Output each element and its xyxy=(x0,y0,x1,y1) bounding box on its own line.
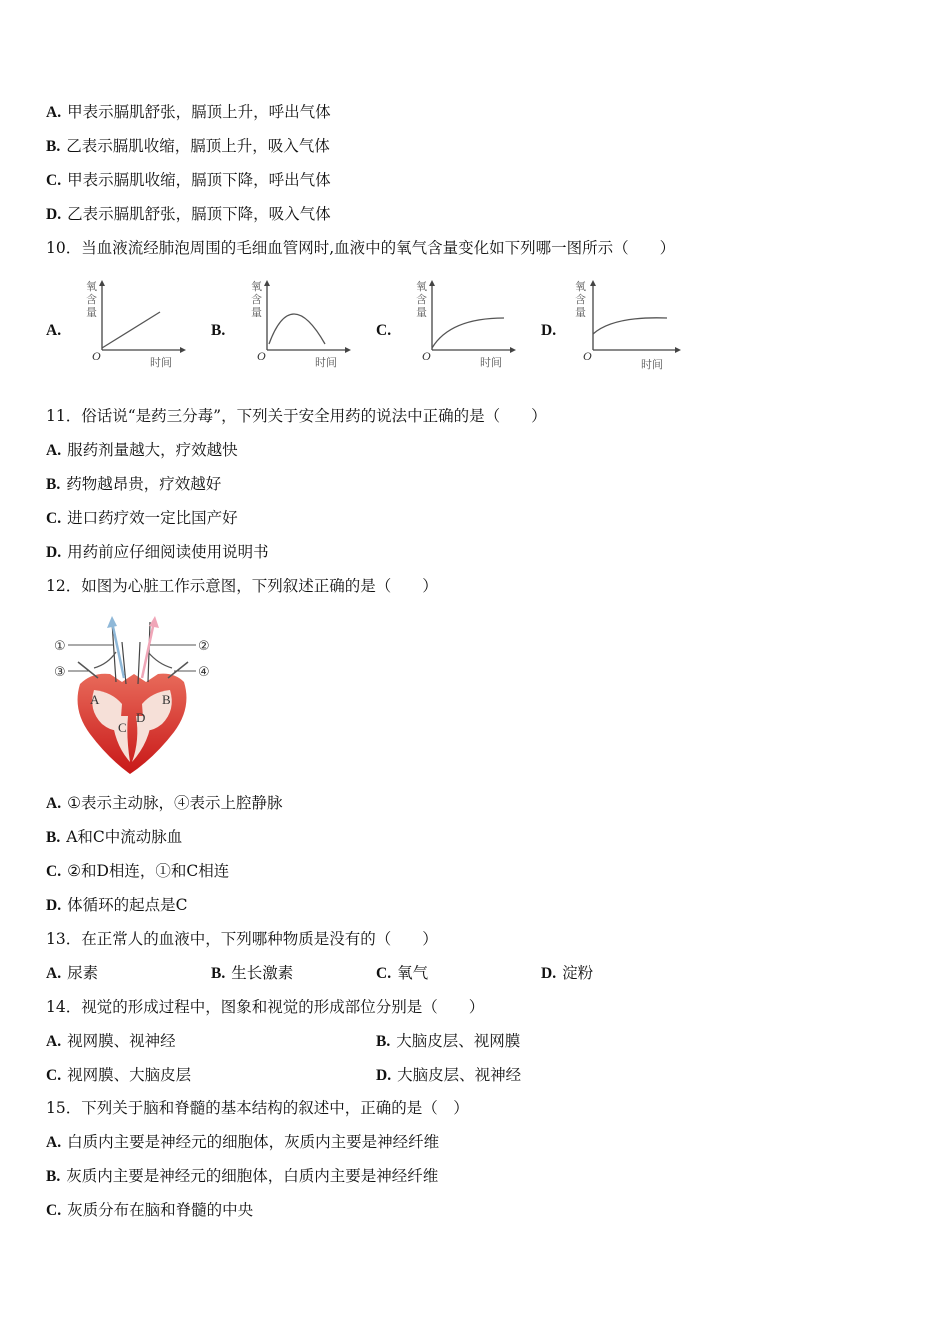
q13-option-d: D. 淀粉 xyxy=(541,964,594,982)
q13-option-b: B. 生长激素 xyxy=(211,964,294,982)
graph-c-ylabel-3: 量 xyxy=(416,306,427,319)
graph-d-xlabel: 时间 xyxy=(641,358,663,371)
q13-stem: 13．在正常人的血液中，下列哪种物质是没有的（ ） xyxy=(46,930,438,948)
graph-b-origin: O xyxy=(257,349,266,363)
label-1: ① xyxy=(54,639,66,654)
graph-b-y-arrow xyxy=(264,280,270,286)
q12-stem: 12．如图为心脏工作示意图，下列叙述正确的是（ ） xyxy=(46,577,438,595)
heart-diagram xyxy=(50,612,220,780)
graph-c-ylabel-1: 氧 xyxy=(416,280,427,293)
graph-c-xlabel: 时间 xyxy=(480,356,502,369)
q10-graph-b-label: B. xyxy=(211,322,226,339)
graph-c-y-arrow xyxy=(429,280,435,286)
q14-option-b: B. 大脑皮层、视网膜 xyxy=(376,1032,521,1050)
graph-d-ylabel-1: 氧 xyxy=(575,280,586,293)
q12-option-d: D. 体循环的起点是C xyxy=(46,896,188,914)
q10-stem: 10．当血液流经肺泡周围的毛细血管网时,血液中的氧气含量变化如下列哪一图所示（ ） xyxy=(46,239,676,257)
graph-b-ylabel-1: 氧 xyxy=(251,280,262,293)
q9-option-c: C. 甲表示膈肌收缩，膈顶下降，呼出气体 xyxy=(46,171,331,189)
label-b: B xyxy=(162,692,171,707)
graph-a-curve xyxy=(102,312,160,348)
q14-option-a: A. 视网膜、视神经 xyxy=(46,1032,176,1050)
graph-b-xlabel: 时间 xyxy=(315,356,337,369)
graph-d-y-arrow xyxy=(590,280,596,286)
q10-graph-c xyxy=(410,278,520,372)
q12-option-b: B. A和C中流动脉血 xyxy=(46,828,183,846)
q15-stem: 15．下列关于脑和脊髓的基本结构的叙述中，正确的是（ ） xyxy=(46,1099,469,1117)
graph-a-origin: O xyxy=(92,349,101,363)
label-a: A xyxy=(90,692,100,707)
graph-a-ylabel-2: 含 xyxy=(86,293,97,306)
q14-stem: 14．视觉的形成过程中，图象和视觉的形成部位分别是（ ） xyxy=(46,998,485,1016)
graph-a-ylabel-1: 氧 xyxy=(86,280,97,293)
q9-option-d: D. 乙表示膈肌舒张，膈顶下降，吸入气体 xyxy=(46,205,331,223)
q12-option-a: A. ①表示主动脉，④表示上腔静脉 xyxy=(46,794,283,812)
q9-option-a: A. 甲表示膈肌舒张，膈顶上升，呼出气体 xyxy=(46,103,331,121)
label-3: ③ xyxy=(54,665,66,680)
graph-b-ylabel-3: 量 xyxy=(251,306,262,319)
q9-option-b: B. 乙表示膈肌收缩，膈顶上升，吸入气体 xyxy=(46,137,330,155)
q12-option-c: C. ②和D相连，①和C相连 xyxy=(46,862,230,880)
graph-a-ylabel-3: 量 xyxy=(86,306,97,319)
label-d: D xyxy=(136,710,146,725)
graph-a-x-arrow xyxy=(180,347,186,353)
q11-option-d: D. 用药前应仔细阅读使用说明书 xyxy=(46,543,269,561)
right-in-arrow xyxy=(168,662,188,678)
graph-b-x-arrow xyxy=(345,347,351,353)
q10-graph-d xyxy=(575,278,685,372)
q11-option-b: B. 药物越昂贵，疗效越好 xyxy=(46,475,222,493)
graph-d-ylabel-3: 量 xyxy=(575,306,586,319)
q11-option-c: C. 进口药疗效一定比国产好 xyxy=(46,509,238,527)
label-2: ② xyxy=(198,639,210,654)
q10-graph-d-label: D. xyxy=(541,322,557,339)
graph-d-origin: O xyxy=(583,349,592,363)
pink-arrow-head xyxy=(149,616,159,628)
graph-d-curve xyxy=(593,318,667,334)
label-4: ④ xyxy=(198,665,210,680)
q11-option-a: A. 服药剂量越大，疗效越快 xyxy=(46,441,238,459)
q10-graph-a-label: A. xyxy=(46,322,62,339)
q11-stem: 11．俗话说“是药三分毒”，下列关于安全用药的说法中正确的是（ ） xyxy=(46,407,547,425)
q10-graph-b xyxy=(245,278,355,372)
graph-d-x-arrow xyxy=(675,347,681,353)
graph-b-curve xyxy=(269,314,325,344)
left-in-arrow xyxy=(78,662,98,678)
q14-option-d: D. 大脑皮层、视神经 xyxy=(376,1066,522,1084)
q13-option-a: A. 尿素 xyxy=(46,964,99,982)
label-c: C xyxy=(118,720,127,735)
q15-option-c: C. 灰质分布在脑和脊髓的中央 xyxy=(46,1201,254,1219)
graph-c-origin: O xyxy=(422,349,431,363)
vessel-branches xyxy=(94,652,172,668)
q14-option-c: C. 视网膜、大脑皮层 xyxy=(46,1066,192,1084)
graph-c-x-arrow xyxy=(510,347,516,353)
graph-d-ylabel-2: 含 xyxy=(575,293,586,306)
q10-graph-a xyxy=(80,278,190,372)
q15-option-a: A. 白质内主要是神经元的细胞体，灰质内主要是神经纤维 xyxy=(46,1133,440,1151)
q10-graph-c-label: C. xyxy=(376,322,392,339)
q15-option-b: B. 灰质内主要是神经元的细胞体，白质内主要是神经纤维 xyxy=(46,1167,439,1185)
graph-a-xlabel: 时间 xyxy=(150,356,172,369)
graph-a-y-arrow xyxy=(99,280,105,286)
blue-arrow-head xyxy=(107,616,117,628)
graph-b-ylabel-2: 含 xyxy=(251,293,262,306)
q13-option-c: C. 氧气 xyxy=(376,964,429,982)
heart-body xyxy=(78,674,187,774)
graph-c-ylabel-2: 含 xyxy=(416,293,427,306)
graph-c-curve xyxy=(432,318,504,348)
